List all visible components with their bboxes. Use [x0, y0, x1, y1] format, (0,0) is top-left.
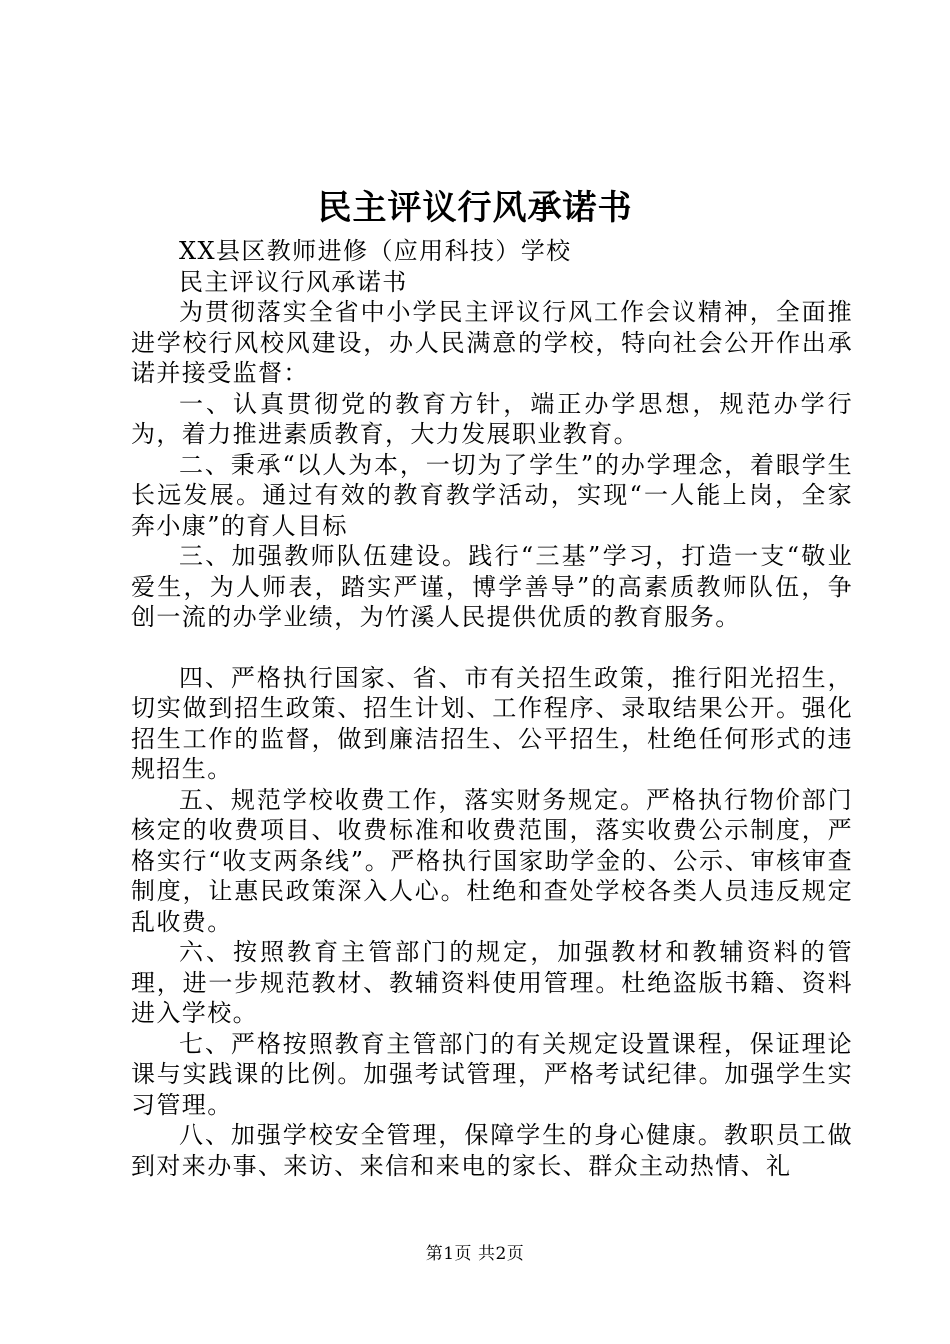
- document-title: 民主评议行风承诺书: [317, 188, 633, 228]
- paragraph-intro: 为贯彻落实全省中小学民主评议行风工作会议精神，全面推进学校行风校风建设，办人民满意的学校，特向社会公开作出承诺并接受监督：: [131, 298, 853, 387]
- paragraph-item-6: 六、按照教育主管部门的规定，加强教材和教辅资料的管理，进一步规范教材、教辅资料使用管理。杜绝盗版书籍、资料进入学校。: [131, 938, 853, 1027]
- paragraph-item-8: 八、加强学校安全管理，保障学生的身心健康。教职员工做到对来办事、来访、来信和来电的家长、群众主动热情、礼: [131, 1121, 853, 1180]
- paragraph-item-1: 一、认真贯彻党的教育方针，端正办学思想，规范办学行为，着力推进素质教育，大力发展职业教育。: [131, 389, 853, 448]
- page-footer: 第1页 共2页: [425, 1244, 525, 1264]
- paragraph-item-7: 七、严格按照教育主管部门的有关规定设置课程，保证理论课与实践课的比例。加强考试管理，严格考试纪律。加强学生实习管理。: [131, 1029, 853, 1119]
- document-subtitle: 民主评议行风承诺书: [179, 267, 408, 296]
- paragraph-item-2: 二、秉承“以人为本，一切为了学生”的办学理念，着眼学生长远发展。通过有效的教育教学活动，实现“一人能上岗，全家奔小康”的育人目标: [131, 450, 853, 540]
- paragraph-item-3: 三、加强教师队伍建设。践行“三基”学习，打造一支“敬业爱生，为人师表，踏实严谨，博学善导”的高素质教师队伍，争创一流的办学业绩，为竹溪人民提供优质的教育服务。: [131, 542, 853, 631]
- paragraph-item-5: 五、规范学校收费工作，落实财务规定。严格执行物价部门核定的收费项目、收费标准和收费范围，落实收费公示制度，严格实行“收支两条线”。严格执行国家助学金的、公示、审核审查制度，让惠民政策深入人心。杜绝和查处学校各类人员违反规定乱收费。: [131, 785, 853, 936]
- document-body: [131, 236, 853, 1181]
- paragraph-item-4: 四、严格执行国家、省、市有关招生政策，推行阳光招生，切实做到招生政策、招生计划、工作程序、录取结果公开。强化招生工作的监督，做到廉洁招生、公平招生，杜绝任何形式的违规招生。: [131, 663, 853, 783]
- school-name: XX县区教师进修（应用科技）学校: [179, 237, 572, 265]
